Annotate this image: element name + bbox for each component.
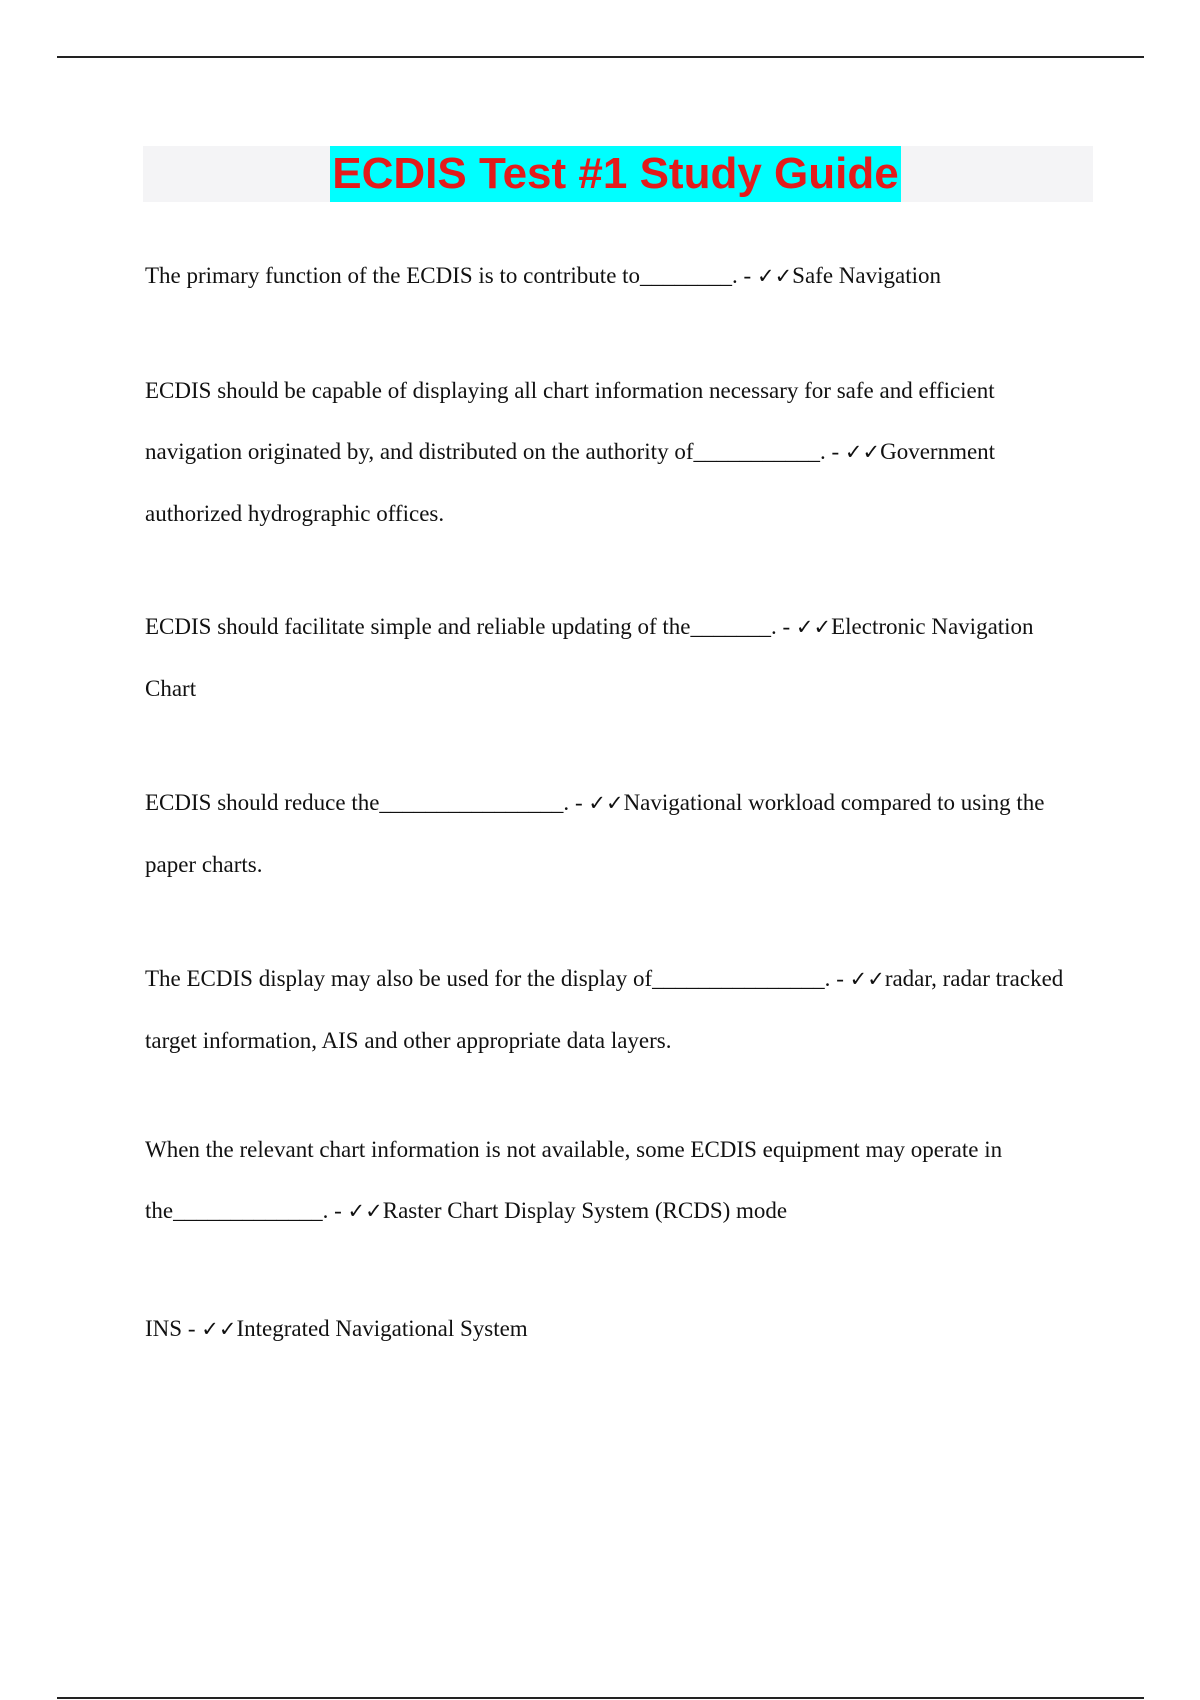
- question-text: INS: [145, 1316, 183, 1341]
- question-text: ECDIS should be capable of displaying all chart information necessary for safe and efficient navigation originated by, and distributed on the authority of___________.: [145, 378, 995, 464]
- separator: -: [569, 790, 589, 815]
- qa-item-2: [145, 360, 1085, 544]
- double-check-icon: ✓✓: [844, 440, 881, 464]
- qa-item-3: [145, 596, 1085, 719]
- double-check-icon: ✓✓: [795, 615, 832, 639]
- document-title: ECDIS Test #1 Study Guide: [330, 146, 900, 202]
- separator: -: [328, 1198, 348, 1223]
- answer-text: Electronic Navigation Chart: [145, 614, 1034, 701]
- qa-item-6: [145, 1119, 1085, 1242]
- double-check-icon: ✓✓: [849, 967, 885, 991]
- answer-text: Navigational workload compared to using the paper charts.: [145, 790, 1045, 877]
- bottom-rule: [57, 1697, 1144, 1699]
- qa-item-5: [145, 948, 1085, 1071]
- qa-item-7: [145, 1298, 1085, 1360]
- answer-text: Raster Chart Display System (RCDS) mode: [382, 1198, 788, 1223]
- qa-item-4: [145, 772, 1085, 895]
- double-check-icon: ✓✓: [756, 264, 793, 288]
- separator: -: [737, 263, 757, 288]
- separator: -: [182, 1316, 202, 1341]
- question-text: The primary function of the ECDIS is to contribute to________.: [145, 263, 738, 288]
- answer-text: Government authorized hydrographic offices.: [145, 439, 996, 526]
- separator: -: [776, 614, 796, 639]
- separator: -: [825, 439, 845, 464]
- question-text: ECDIS should reduce the________________.: [145, 790, 570, 815]
- answer-text: Safe Navigation: [792, 263, 941, 288]
- double-check-icon: ✓✓: [347, 1199, 383, 1223]
- title-band: [143, 146, 1093, 202]
- answer-text: radar, radar tracked target information, AIS and other appropriate data layers.: [145, 966, 1064, 1053]
- answer-text: Integrated Navigational System: [236, 1316, 528, 1341]
- qa-item-1: [145, 245, 1085, 307]
- separator: -: [830, 966, 850, 991]
- question-text: When the relevant chart information is not available, some ECDIS equipment may operate in the_____________.: [145, 1137, 1003, 1223]
- top-rule: [57, 56, 1144, 58]
- question-text: ECDIS should facilitate simple and reliable updating of the_______.: [145, 614, 777, 639]
- question-text: The ECDIS display may also be used for the display of_______________.: [145, 966, 831, 991]
- double-check-icon: ✓✓: [588, 791, 624, 815]
- title-wrap: [143, 146, 1093, 202]
- double-check-icon: ✓✓: [201, 1317, 237, 1341]
